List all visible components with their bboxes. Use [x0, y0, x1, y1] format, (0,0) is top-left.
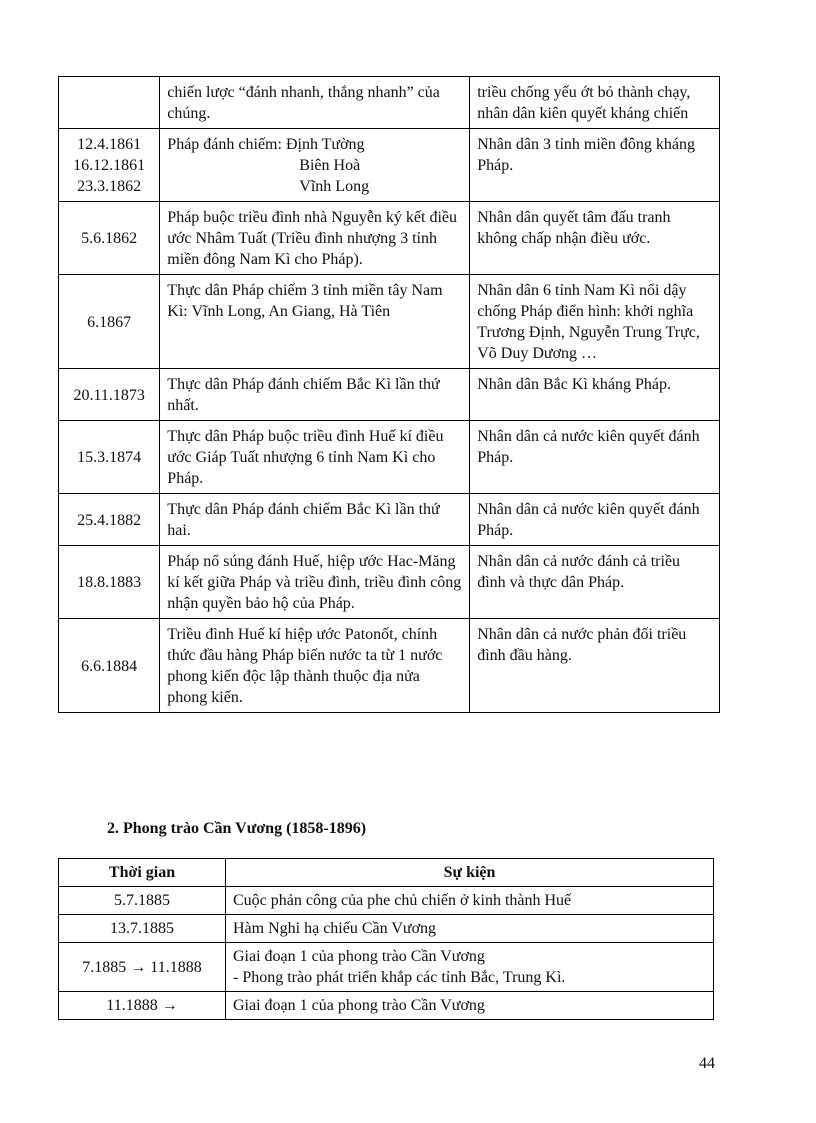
event-cell: Giai đoạn 1 của phong trào Cần Vương: [226, 992, 714, 1020]
event-cell: [226, 943, 714, 992]
date-line: 23.3.1862: [77, 178, 142, 195]
reaction-cell: Nhân dân Bắc Kì kháng Pháp.: [470, 369, 720, 421]
event-cell: [160, 129, 470, 202]
reaction-cell: triều chống yếu ớt bỏ thành chạy, nhân dân kiên quyết kháng chiến: [470, 77, 720, 129]
table-row: [59, 943, 714, 992]
date-cell: 5.7.1885: [59, 887, 226, 915]
event-line: Vĩnh Long: [299, 178, 370, 195]
table-row: [59, 77, 720, 129]
date-cell: [59, 77, 160, 129]
event-cell: Pháp buộc triều đình nhà Nguyễn ký kết điều ước Nhâm Tuất (Triều đình nhượng 3 tỉnh miền đông Nam Kì cho Pháp).: [160, 202, 470, 275]
can-vuong-table: [58, 858, 714, 1020]
table-row: [59, 421, 720, 494]
date-cell: 6.1867: [59, 275, 160, 369]
table-row: [59, 546, 720, 619]
column-header-event: Sự kiện: [226, 859, 714, 887]
reaction-cell: Nhân dân 3 tỉnh miền đông kháng Pháp.: [470, 129, 720, 202]
reaction-cell: Nhân dân cả nước kiên quyết đánh Pháp.: [470, 494, 720, 546]
event-line: - Phong trào phát triển khắp các tỉnh Bắc, Trung Kì.: [233, 969, 566, 986]
table-row: [59, 129, 720, 202]
section-title: 2. Phong trào Cần Vương (1858-1896): [107, 820, 367, 837]
table-row: [59, 992, 714, 1020]
event-cell: Triều đình Huế kí hiệp ước Patonốt, chính thức đầu hàng Pháp biến nước ta từ 1 nước phong kiến độc lập thành thuộc địa nửa phong kiến.: [160, 619, 470, 713]
date-cell: 7.1885 → 11.1888: [59, 943, 226, 992]
reaction-cell: Nhân dân cả nước kiên quyết đánh Pháp.: [470, 421, 720, 494]
reaction-cell: Nhân dân cả nước phản đối triều đình đầu hàng.: [470, 619, 720, 713]
event-cell: Hàm Nghi hạ chiếu Cần Vương: [226, 915, 714, 943]
event-line: Biên Hoà: [299, 157, 361, 174]
date-cell: 18.8.1883: [59, 546, 160, 619]
date-cell: [59, 129, 160, 202]
date-line: 16.12.1861: [73, 157, 146, 174]
date-cell: 11.1888 →: [59, 992, 226, 1020]
reaction-cell: Nhân dân quyết tâm đấu tranh không chấp nhận điều ước.: [470, 202, 720, 275]
table-row: [59, 494, 720, 546]
event-cell: Cuộc phản công của phe chủ chiến ở kinh thành Huế: [226, 887, 714, 915]
date-cell: 15.3.1874: [59, 421, 160, 494]
date-cell: 6.6.1884: [59, 619, 160, 713]
table-row: [59, 369, 720, 421]
event-line: Pháp đánh chiếm: Định Tường: [167, 136, 365, 153]
event-cell: Thực dân Pháp chiếm 3 tỉnh miền tây Nam Kì: Vĩnh Long, An Giang, Hà Tiên: [160, 275, 470, 369]
history-table-1: [58, 76, 720, 713]
table-row: [59, 275, 720, 369]
reaction-cell: Nhân dân cả nước đánh cả triều đình và thực dân Pháp.: [470, 546, 720, 619]
column-header-time: Thời gian: [59, 859, 226, 887]
reaction-cell: Nhân dân 6 tỉnh Nam Kì nổi dậy chống Pháp điển hình: khởi nghĩa Trương Định, Nguyễn Trung Trực, Võ Duy Dương …: [470, 275, 720, 369]
table-row: [59, 202, 720, 275]
table-row: [59, 887, 714, 915]
event-line: Giai đoạn 1 của phong trào Cần Vương: [233, 948, 485, 965]
event-cell: Pháp nổ súng đánh Huế, hiệp ước Hac-Măng kí kết giữa Pháp và triều đình, triều đình công nhận quyền bảo hộ của Pháp.: [160, 546, 470, 619]
date-cell: 20.11.1873: [59, 369, 160, 421]
page-number: 44: [699, 1055, 715, 1072]
table-header-row: [59, 859, 714, 887]
date-cell: 5.6.1862: [59, 202, 160, 275]
event-cell: chiến lược “đánh nhanh, thắng nhanh” của chúng.: [160, 77, 470, 129]
table-row: [59, 915, 714, 943]
event-cell: Thực dân Pháp đánh chiếm Bắc Kì lần thứ hai.: [160, 494, 470, 546]
event-cell: Thực dân Pháp buộc triều đình Huế kí điều ước Giáp Tuất nhượng 6 tỉnh Nam Kì cho Pháp.: [160, 421, 470, 494]
date-cell: 13.7.1885: [59, 915, 226, 943]
event-cell: Thực dân Pháp đánh chiếm Bắc Kì lần thứ nhất.: [160, 369, 470, 421]
date-line: 12.4.1861: [77, 136, 142, 153]
date-cell: 25.4.1882: [59, 494, 160, 546]
table-row: [59, 619, 720, 713]
